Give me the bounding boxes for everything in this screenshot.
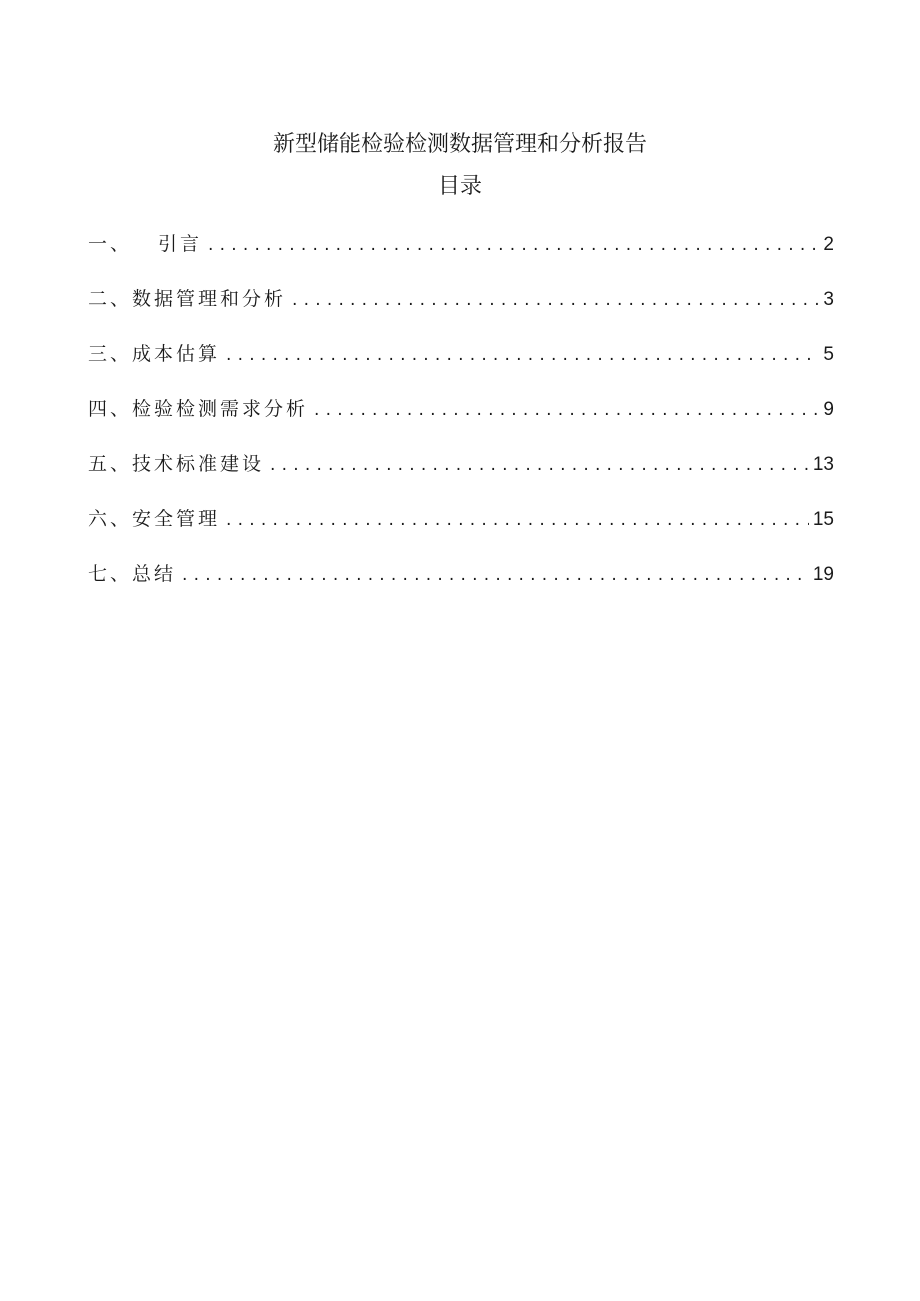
toc-entry-title: 技术标准建设 — [132, 453, 265, 475]
toc-entry-number: 四、 — [88, 398, 133, 420]
toc-dot-leader — [182, 559, 809, 591]
toc-entry-title: 数据管理和分析 — [132, 288, 287, 310]
toc-dot-leader — [314, 394, 819, 426]
toc-entry-summary[interactable] — [88, 558, 834, 613]
toc-entry-label — [88, 283, 286, 315]
document-title: 新型储能检验检测数据管理和分析报告 — [272, 132, 647, 157]
toc-entry-title: 成本估算 — [132, 343, 221, 365]
toc-entry-technical-standards[interactable] — [88, 448, 834, 503]
toc-entry-label — [88, 228, 202, 260]
toc-dot-leader — [292, 284, 819, 316]
toc-entry-introduction[interactable] — [88, 228, 834, 283]
toc-entry-number: 三、 — [88, 343, 133, 365]
toc-dot-leader — [270, 449, 809, 481]
toc-dot-leader — [226, 339, 819, 371]
toc-entry-number: 二、 — [88, 288, 133, 310]
toc-entry-number: 五、 — [88, 453, 133, 475]
toc-entry-title: 检验检测需求分析 — [132, 398, 309, 420]
toc-entry-safety-management[interactable] — [88, 503, 834, 558]
toc-entry-page: 15 — [812, 509, 834, 530]
toc-entry-label — [88, 393, 308, 425]
toc-entry-page: 2 — [823, 234, 834, 255]
toc-entry-data-management[interactable] — [88, 283, 834, 338]
toc-entry-page: 19 — [812, 564, 834, 585]
toc-entry-title: 安全管理 — [132, 508, 221, 530]
toc-dot-leader — [208, 229, 819, 261]
toc-entry-number: 六、 — [88, 508, 133, 530]
toc-entry-label — [88, 338, 220, 370]
toc-entry-label — [88, 558, 176, 590]
toc-entry-title: 引言 — [158, 233, 203, 255]
toc-entry-cost-estimation[interactable] — [88, 338, 834, 393]
toc-entry-page: 5 — [823, 344, 834, 365]
toc-entry-number: 一、 — [88, 233, 133, 255]
toc-entry-label — [88, 503, 220, 535]
toc-heading: 目录 — [437, 174, 482, 199]
toc-entry-number: 七、 — [88, 563, 133, 585]
toc-entry-page: 13 — [812, 454, 834, 475]
toc-entry-title: 总结 — [132, 563, 177, 585]
table-of-contents — [88, 228, 834, 613]
toc-entry-page: 3 — [823, 289, 834, 310]
toc-entry-page: 9 — [823, 399, 834, 420]
toc-entry-testing-demand[interactable] — [88, 393, 834, 448]
toc-dot-leader — [226, 504, 809, 536]
toc-entry-label — [88, 448, 264, 480]
